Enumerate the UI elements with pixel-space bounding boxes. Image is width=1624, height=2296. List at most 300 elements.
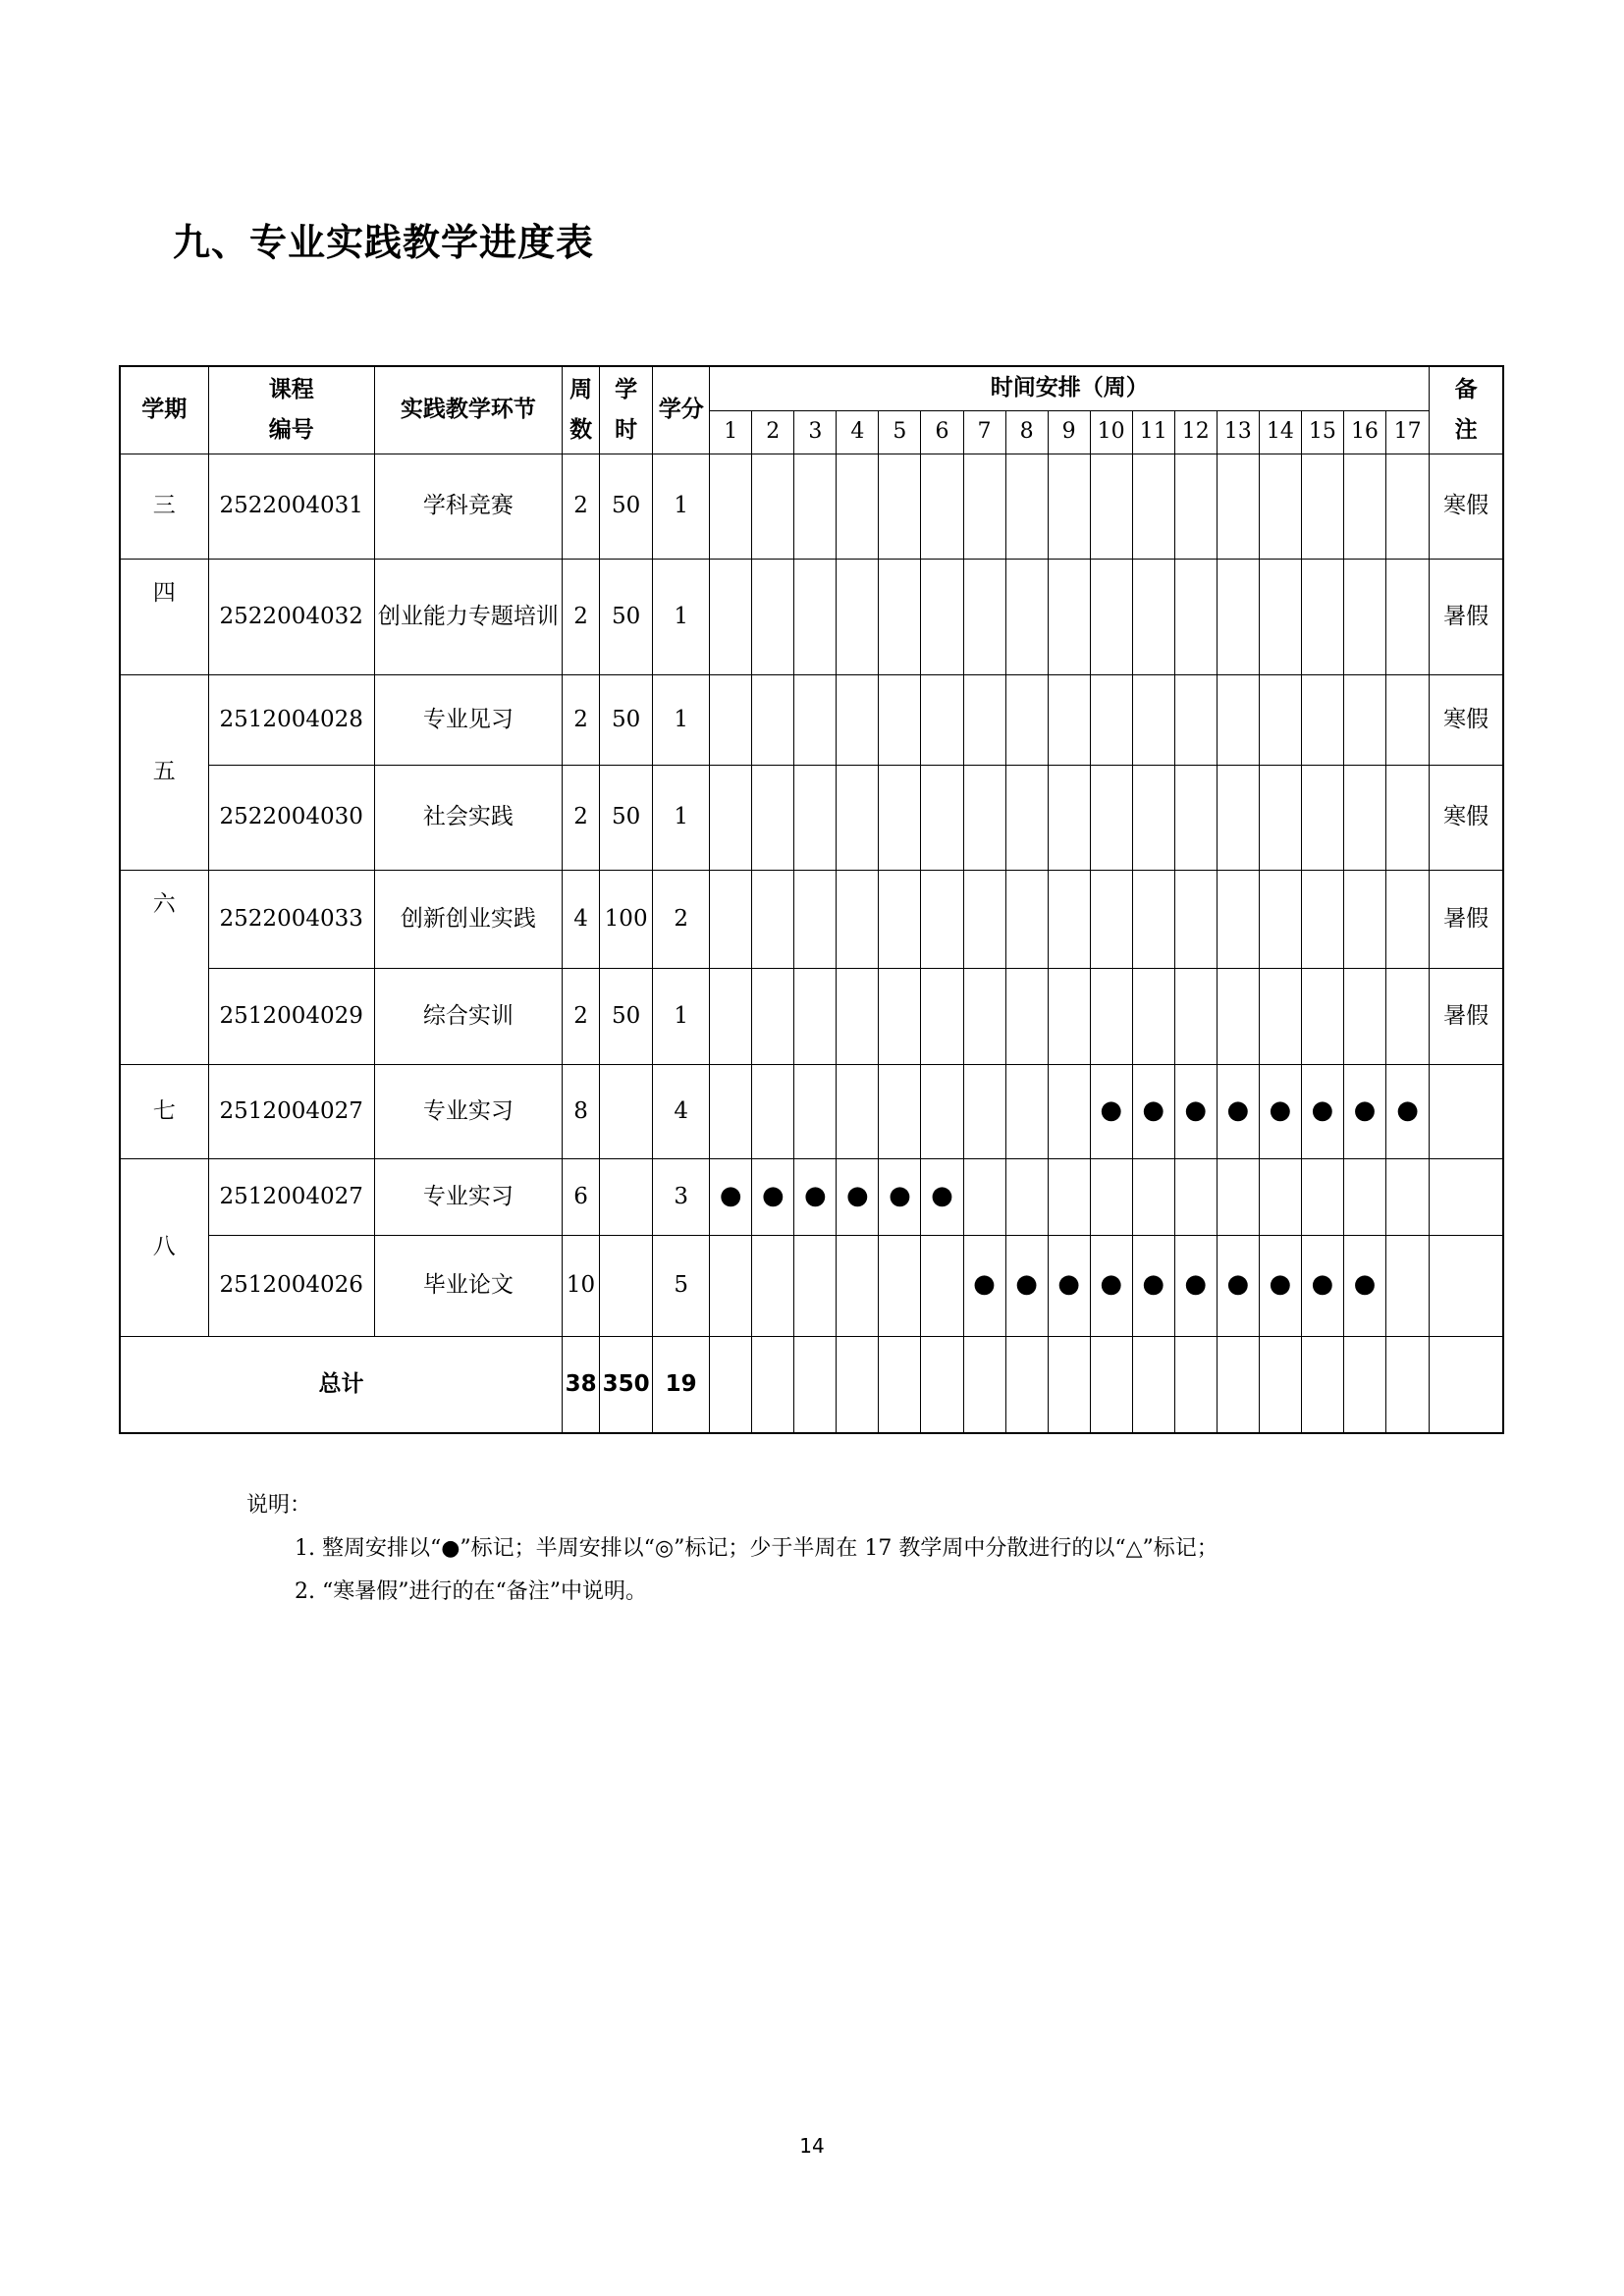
header-course-code-line2: 编号 [268,416,314,443]
week-cell-16 [1343,968,1385,1064]
hours-cell: 100 [600,870,653,968]
credits-cell: 1 [653,765,710,870]
remark-cell: 暑假 [1430,559,1503,674]
header-week-13: 13 [1217,410,1259,454]
hours-cell: 50 [600,674,653,765]
week-cell-14 [1259,870,1301,968]
notes-heading: 说明： [246,1493,312,1518]
table-row [120,765,1503,870]
header-week-14: 14 [1259,410,1301,454]
week-cell-3 [794,1064,837,1158]
credits-cell: 4 [653,1064,710,1158]
practice-name-cell: 毕业论文 [374,1235,562,1336]
credits-cell: 3 [653,1158,710,1235]
week-cell-1 [710,765,752,870]
week-cell-7 [963,674,1005,765]
week-cell-5 [879,559,921,674]
header-week-7: 7 [963,410,1005,454]
week-cell-12 [1174,765,1217,870]
week-cell-17 [1385,968,1429,1064]
header-week-9: 9 [1048,410,1090,454]
course-code-cell: 2522004031 [208,454,374,559]
week-cell-17 [1385,674,1429,765]
week-cell-10 [1090,1235,1132,1336]
week-cell-5 [879,870,921,968]
header-week-10: 10 [1090,410,1132,454]
header-week-5: 5 [879,410,921,454]
week-mark-dot: ● [1269,1095,1292,1125]
practice-schedule-table [119,365,1504,1434]
remark-cell [1430,1064,1503,1158]
table-row [120,674,1503,765]
week-cell-17 [1385,559,1429,674]
header-week-16: 16 [1343,410,1385,454]
week-mark-dot: ● [1311,1269,1334,1300]
week-cell-7 [963,765,1005,870]
week-cell-5 [879,968,921,1064]
header-weeks [563,366,600,454]
week-cell-8 [1005,1158,1048,1235]
header-weeks-line1: 周 [569,377,593,402]
week-cell-7 [963,454,1005,559]
table-row [120,1158,1503,1235]
week-cell-9 [1048,559,1090,674]
week-cell-8 [1005,1235,1048,1336]
week-cell-10 [1090,968,1132,1064]
total-week-cell-4 [837,1336,879,1433]
week-cell-17 [1385,1064,1429,1158]
header-hours-line1: 学 [615,377,638,402]
week-cell-1 [710,559,752,674]
total-week-cell-11 [1132,1336,1174,1433]
week-mark-dot: ● [761,1180,785,1210]
week-cell-4 [837,454,879,559]
course-code-cell: 2522004033 [208,870,374,968]
week-mark-dot: ● [1100,1269,1122,1300]
week-mark-dot: ● [931,1180,953,1210]
week-cell-11 [1132,765,1174,870]
week-cell-13 [1217,559,1259,674]
week-cell-13 [1217,870,1259,968]
week-cell-13 [1217,674,1259,765]
week-cell-7 [963,1235,1005,1336]
table-row [120,454,1503,559]
week-cell-9 [1048,674,1090,765]
week-mark-dot: ● [1269,1269,1292,1300]
course-code-cell: 2522004030 [208,765,374,870]
week-cell-4 [837,559,879,674]
week-cell-4 [837,765,879,870]
week-mark-dot: ● [1184,1269,1208,1300]
note-item-2: 2. “寒暑假”进行的在“备注”中说明。 [295,1579,647,1604]
week-cell-11 [1132,1158,1174,1235]
week-cell-6 [921,968,963,1064]
week-cell-5 [879,1235,921,1336]
course-code-cell: 2512004028 [208,674,374,765]
course-code-cell: 2512004029 [208,968,374,1064]
week-cell-6 [921,1235,963,1336]
header-week-12: 12 [1174,410,1217,454]
header-remarks-line2: 注 [1454,416,1478,443]
week-cell-2 [752,765,794,870]
week-cell-11 [1132,1064,1174,1158]
week-cell-12 [1174,1064,1217,1158]
header-remarks [1430,366,1503,454]
week-cell-12 [1174,559,1217,674]
practice-name-cell: 综合实训 [374,968,562,1064]
total-week-cell-12 [1174,1336,1217,1433]
week-mark-dot: ● [1396,1095,1419,1125]
table-row [120,559,1503,674]
total-week-cell-5 [879,1336,921,1433]
week-cell-1 [710,454,752,559]
week-cell-11 [1132,870,1174,968]
week-cell-8 [1005,870,1048,968]
practice-name-cell: 学科竞赛 [374,454,562,559]
weeks-cell: 2 [563,765,600,870]
remark-cell: 暑假 [1430,870,1503,968]
total-week-cell-17 [1385,1336,1429,1433]
week-cell-11 [1132,674,1174,765]
week-cell-4 [837,870,879,968]
week-mark-dot: ● [889,1180,911,1210]
hours-cell [600,1158,653,1235]
week-cell-3 [794,1158,837,1235]
header-hours-line2: 时 [615,416,638,443]
practice-name-cell: 专业实习 [374,1158,562,1235]
practice-name-cell: 专业实习 [374,1064,562,1158]
header-hours [600,366,653,454]
week-cell-12 [1174,870,1217,968]
week-cell-3 [794,674,837,765]
week-cell-15 [1301,1158,1343,1235]
week-mark-dot: ● [1184,1095,1208,1125]
week-cell-14 [1259,765,1301,870]
week-cell-15 [1301,1235,1343,1336]
week-cell-5 [879,1158,921,1235]
total-week-cell-2 [752,1336,794,1433]
week-cell-8 [1005,559,1048,674]
week-cell-13 [1217,1235,1259,1336]
week-cell-14 [1259,968,1301,1064]
week-cell-10 [1090,1064,1132,1158]
header-course-code-line1: 课程 [268,377,314,402]
header-credits: 学分 [653,366,710,454]
semester-cell: 三 [120,454,208,559]
header-week-3: 3 [794,410,837,454]
week-cell-12 [1174,1158,1217,1235]
header-weeks-line2: 数 [569,416,593,443]
week-cell-11 [1132,968,1174,1064]
weeks-cell: 2 [563,559,600,674]
week-cell-9 [1048,454,1090,559]
week-cell-8 [1005,454,1048,559]
practice-name-cell: 专业见习 [374,674,562,765]
week-mark-dot: ● [1057,1269,1080,1300]
week-cell-16 [1343,1235,1385,1336]
semester-cell: 四 [120,559,208,674]
total-week-cell-15 [1301,1336,1343,1433]
week-cell-12 [1174,454,1217,559]
week-cell-5 [879,765,921,870]
total-credits: 19 [653,1336,710,1433]
week-cell-7 [963,1064,1005,1158]
week-cell-15 [1301,765,1343,870]
week-cell-2 [752,968,794,1064]
weeks-cell: 4 [563,870,600,968]
week-cell-14 [1259,1235,1301,1336]
total-week-cell-14 [1259,1336,1301,1433]
week-cell-7 [963,870,1005,968]
week-mark-dot: ● [803,1180,827,1210]
semester-cell: 七 [120,1064,208,1158]
note-item-1: 1. 整周安排以“●”标记；半周安排以“◎”标记；少于半周在 17 教学周中分散进行的以“△”标记； [295,1536,1218,1561]
total-week-cell-1 [710,1336,752,1433]
total-week-cell-10 [1090,1336,1132,1433]
week-cell-11 [1132,454,1174,559]
week-mark-dot: ● [1015,1269,1038,1300]
week-cell-14 [1259,674,1301,765]
week-cell-3 [794,559,837,674]
week-cell-2 [752,1064,794,1158]
page-title: 九、专业实践教学进度表 [173,221,595,264]
week-cell-5 [879,1064,921,1158]
week-cell-9 [1048,968,1090,1064]
remark-cell: 寒假 [1430,454,1503,559]
remark-cell: 暑假 [1430,968,1503,1064]
credits-cell: 2 [653,870,710,968]
week-cell-2 [752,870,794,968]
hours-cell [600,1064,653,1158]
week-cell-12 [1174,674,1217,765]
week-cell-1 [710,968,752,1064]
week-cell-15 [1301,559,1343,674]
week-cell-1 [710,1158,752,1235]
week-cell-6 [921,870,963,968]
credits-cell: 1 [653,968,710,1064]
week-cell-2 [752,559,794,674]
week-cell-3 [794,968,837,1064]
week-cell-10 [1090,870,1132,968]
week-cell-8 [1005,1064,1048,1158]
week-cell-10 [1090,559,1132,674]
total-week-cell-13 [1217,1336,1259,1433]
week-cell-5 [879,454,921,559]
semester-cell: 八 [120,1158,208,1336]
week-cell-15 [1301,1064,1343,1158]
week-cell-7 [963,559,1005,674]
week-mark-dot: ● [1353,1269,1377,1300]
header-practice-link: 实践教学环节 [374,366,562,454]
header-remarks-line1: 备 [1454,377,1478,402]
week-cell-2 [752,674,794,765]
week-cell-8 [1005,674,1048,765]
practice-name-cell: 社会实践 [374,765,562,870]
week-mark-dot: ● [1142,1095,1165,1125]
header-schedule: 时间安排（周） [710,366,1430,410]
week-mark-dot: ● [1226,1095,1250,1125]
hours-cell: 50 [600,559,653,674]
week-cell-17 [1385,870,1429,968]
week-mark-dot: ● [846,1180,869,1210]
weeks-cell: 8 [563,1064,600,1158]
page-number: 14 [799,2134,825,2158]
week-cell-7 [963,1158,1005,1235]
week-cell-14 [1259,1064,1301,1158]
week-cell-17 [1385,454,1429,559]
total-label: 总计 [120,1336,563,1433]
week-mark-dot: ● [1100,1095,1122,1125]
week-cell-13 [1217,1064,1259,1158]
table-row [120,968,1503,1064]
week-cell-1 [710,870,752,968]
course-code-cell: 2512004027 [208,1158,374,1235]
week-cell-16 [1343,765,1385,870]
week-cell-10 [1090,454,1132,559]
week-mark-dot: ● [1353,1095,1377,1125]
week-cell-16 [1343,454,1385,559]
week-cell-4 [837,968,879,1064]
week-cell-16 [1343,1064,1385,1158]
semester-cell: 五 [120,674,208,870]
remark-cell [1430,1158,1503,1235]
remark-cell [1430,1235,1503,1336]
header-week-17: 17 [1385,410,1429,454]
week-cell-16 [1343,1158,1385,1235]
table-row [120,870,1503,968]
week-cell-1 [710,1235,752,1336]
week-cell-7 [963,968,1005,1064]
week-cell-14 [1259,1158,1301,1235]
week-cell-10 [1090,1158,1132,1235]
week-cell-1 [710,1064,752,1158]
total-week-cell-7 [963,1336,1005,1433]
hours-cell: 50 [600,968,653,1064]
week-mark-dot: ● [719,1180,742,1210]
course-code-cell: 2512004026 [208,1235,374,1336]
week-cell-10 [1090,674,1132,765]
week-cell-4 [837,1235,879,1336]
credits-cell: 1 [653,454,710,559]
week-cell-15 [1301,968,1343,1064]
week-mark-dot: ● [1142,1269,1165,1300]
week-cell-15 [1301,674,1343,765]
weeks-cell: 2 [563,454,600,559]
remark-cell: 寒假 [1430,674,1503,765]
week-cell-17 [1385,1158,1429,1235]
week-cell-6 [921,1064,963,1158]
week-cell-4 [837,1158,879,1235]
week-cell-3 [794,1235,837,1336]
week-cell-10 [1090,765,1132,870]
week-cell-11 [1132,1235,1174,1336]
week-cell-14 [1259,454,1301,559]
total-row [120,1336,1503,1433]
week-cell-5 [879,674,921,765]
week-cell-8 [1005,968,1048,1064]
credits-cell: 5 [653,1235,710,1336]
header-week-2: 2 [752,410,794,454]
week-cell-6 [921,1158,963,1235]
week-cell-13 [1217,765,1259,870]
week-cell-4 [837,1064,879,1158]
header-week-8: 8 [1005,410,1048,454]
table-row [120,1064,1503,1158]
weeks-cell: 10 [563,1235,600,1336]
header-course-code [208,366,374,454]
practice-name-cell: 创业能力专题培训 [374,559,562,674]
week-cell-14 [1259,559,1301,674]
week-cell-15 [1301,870,1343,968]
header-semester: 学期 [120,366,208,454]
hours-cell [600,1235,653,1336]
week-cell-4 [837,674,879,765]
week-cell-9 [1048,765,1090,870]
credits-cell: 1 [653,674,710,765]
table-row [120,1235,1503,1336]
week-cell-9 [1048,870,1090,968]
header-week-15: 15 [1301,410,1343,454]
header-week-6: 6 [921,410,963,454]
notes [246,1484,1218,1614]
week-cell-15 [1301,454,1343,559]
week-cell-12 [1174,968,1217,1064]
credits-cell: 1 [653,559,710,674]
course-code-cell: 2522004032 [208,559,374,674]
week-cell-2 [752,1235,794,1336]
week-cell-6 [921,454,963,559]
total-week-cell-6 [921,1336,963,1433]
total-week-cell-9 [1048,1336,1090,1433]
week-cell-6 [921,765,963,870]
week-cell-9 [1048,1064,1090,1158]
remark-cell: 寒假 [1430,765,1503,870]
week-cell-3 [794,765,837,870]
week-cell-16 [1343,870,1385,968]
week-cell-17 [1385,765,1429,870]
total-week-cell-16 [1343,1336,1385,1433]
total-hours: 350 [600,1336,653,1433]
header-week-1: 1 [710,410,752,454]
header-week-4: 4 [837,410,879,454]
practice-name-cell: 创新创业实践 [374,870,562,968]
week-cell-6 [921,674,963,765]
header-week-11: 11 [1132,410,1174,454]
week-mark-dot: ● [973,1269,996,1300]
week-cell-3 [794,454,837,559]
week-cell-8 [1005,765,1048,870]
week-cell-1 [710,674,752,765]
week-cell-9 [1048,1235,1090,1336]
weeks-cell: 6 [563,1158,600,1235]
week-cell-17 [1385,1235,1429,1336]
week-cell-2 [752,454,794,559]
week-cell-6 [921,559,963,674]
week-mark-dot: ● [1226,1269,1250,1300]
week-cell-16 [1343,559,1385,674]
week-cell-2 [752,1158,794,1235]
course-code-cell: 2512004027 [208,1064,374,1158]
weeks-cell: 2 [563,968,600,1064]
week-cell-3 [794,870,837,968]
week-cell-9 [1048,1158,1090,1235]
total-week-cell-3 [794,1336,837,1433]
week-mark-dot: ● [1311,1095,1334,1125]
week-cell-13 [1217,968,1259,1064]
hours-cell: 50 [600,765,653,870]
hours-cell: 50 [600,454,653,559]
total-week-cell-8 [1005,1336,1048,1433]
